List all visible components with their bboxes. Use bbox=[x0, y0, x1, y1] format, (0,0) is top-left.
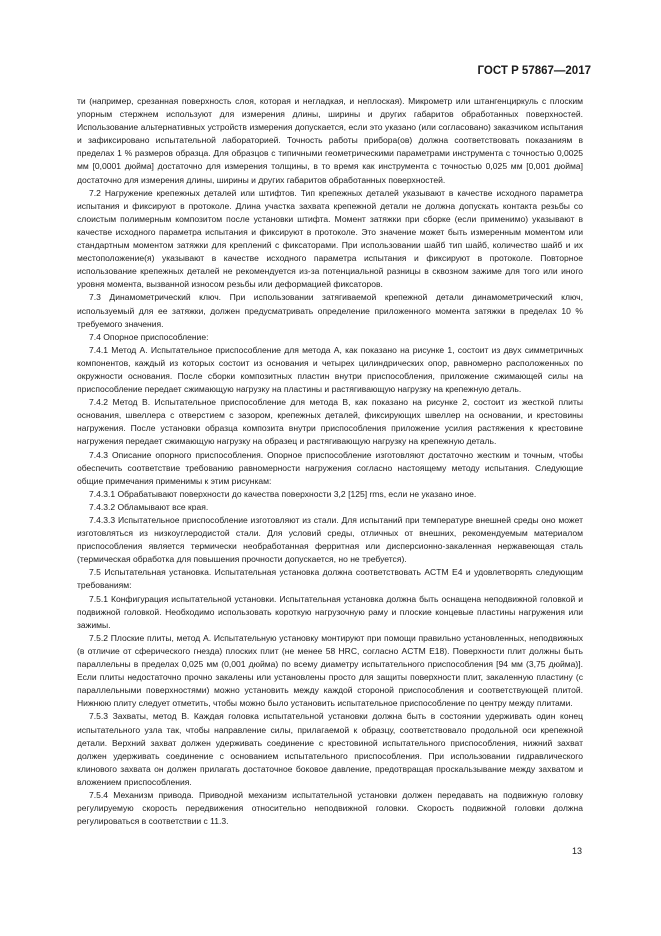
paragraph: 7.4 Опорное приспособление: bbox=[89, 331, 209, 342]
document-body bbox=[77, 95, 583, 828]
paragraph: 7.4.2 Метод В. Испытательное приспособление для метода В, как показано на рисунке 2, состоит из жесткой плиты основания, швеллера с отверстием с зазором, крепежных деталей, фиксирующих швеллер на основании, и крестовины нагружения. После установки образца композита внутри приспособления приложение усилия растяжения к крестовине нагружения передает сжимающую нагрузку на образец и растягивающую нагрузку на крепежную деталь. bbox=[77, 397, 583, 447]
paragraph: 7.4.1 Метод А. Испытательное приспособление для метода А, как показано на рисунке 1, состоит из двух симметричных компонентов, каждый из которых состоит из основания и четырех цилиндрических опор, равномерно расположенных по окружности основания. После сборки композитных пластин внутри приспособления, приложение сжимающей силы на приспособление передает сжимающую нагрузку на пластины и растягивающую нагрузку на крепежную деталь. bbox=[77, 344, 583, 395]
paragraph: ти (например, срезанная поверхность слоя, которая и негладкая, и неплоская). Микрометр или штангенциркуль с плоским упорным стержнем используют для измерения длины, ширины и других габаритов обработанных поверхностей. Использование альтернативных устройств измерения допускается, если это указано (или согласовано) заказчиком испытания и зафиксировано испытательной лабораторией. Точность работы прибора(ов) должна соответствовать показаниям в пределах 1 % размеров образца. Для образцов с типичными геометрическими параметрами инструмента с точностью 0,0025 мм [0,0001 дюйма] достаточно для измерения толщины, в то время как инструмента с точностью 0,025 мм [0,001 дюйма] достаточно для измерения длины, ширины и других габаритов обработанных поверхностей. bbox=[77, 96, 583, 185]
paragraph: 7.3 Динамометрический ключ. При использовании затягиваемой крепежной детали динамометрический ключ, используемый для ее затяжки, должен предусматривать определение приложенного момента затяжки в пределах 10 % требуемого значения. bbox=[77, 292, 583, 329]
paragraph: 7.4.3.1 Обрабатывают поверхности до качества поверхности 3,2 [125] rms, если не указано иное. bbox=[89, 488, 477, 499]
paragraph: 7.4.3.3 Испытательное приспособление изготовляют из стали. Для испытаний при температуре внешней среды оно может изготовляться из низкоуглеродистой стали. Для условий среды, отличных от внешних, рекомендуемым материалом приспособления является термически необработанная ферритная или дисперсионно-закаленная нержавеющая сталь (термическая обработка для повышения прочности допускается, но не требуется). bbox=[77, 515, 583, 565]
paragraph: 7.5 Испытательная установка. Испытательная установка должна соответствовать ACTM E4 и удовлетворять следующим требованиям: bbox=[77, 567, 583, 591]
paragraph: 7.5.1 Конфигурация испытательной установки. Испытательная установка должна быть оснащена неподвижной головкой и подвижной головкой. Необходимо использовать короткую нагрузочную раму и плоские концевые пластины нагружения или зажимы. bbox=[77, 593, 583, 630]
paragraph: 7.4.3 Описание опорного приспособления. Опорное приспособление изготовляют достаточно жестким и точным, чтобы обеспечить соответствие требованию равномерности нагружения согласно настоящему методу испытания. Следующие общие примечания применимы к этим рисункам: bbox=[77, 449, 583, 486]
paragraph: 7.5.3 Захваты, метод В. Каждая головка испытательной установки должна быть в состоянии удерживать один конец испытательного узла так, чтобы направление силы, прилагаемой к образцу, соответствовало продольной оси крепежной детали. Верхний захват должен удерживать соединение с крестовиной испытательного приспособления, нижний захват должен удерживать соединение с основанием испытательного приспособления. При использовании гидравлического клинового захвата он должен прилагать достаточное боковое давление, предотвращая проскальзывание между захватом и вложением приспособления. bbox=[77, 711, 583, 787]
page-number: 13 bbox=[571, 846, 582, 856]
paragraph: 7.4.3.2 Обламывают все края. bbox=[89, 501, 209, 512]
paragraph: 7.5.2 Плоские плиты, метод А. Испытательную установку монтируют при помощи правильно установленных, неподвижных (в отличие от сферического гнезда) плоских плит (не менее 58 HRC, согласно ACTM E18). Поверхности плит должны быть параллельны в пределах 0,025 мм (0,001 дюйма) по всему диаметру испытательного приспособления [94 мм (3,75 дюйма)]. Если плиты недостаточно прочно закалены или установлены просто для защиты поверхности плит, закаленную пластину (с параллельными поверхностями) можно установить между каждой стороной приспособления и соответствующей плитой. Нижнюю плиту следует отметить, чтобы можно было установить испытательное приспособление по центру между плитами. bbox=[77, 632, 583, 709]
paragraph: 7.5.4 Механизм привода. Приводной механизм испытательной установки должен передавать на подвижную головку регулируемую скорость передвижения относительно неподвижной головки. Скорость подвижной головки должна регулироваться в соответствии с 11.3. bbox=[77, 789, 583, 827]
paragraph: 7.2 Нагружение крепежных деталей или штифтов. Тип крепежных деталей указывают в качестве исходного параметра испытания и фиксируют в протоколе. Длина участка захвата крепежной детали не должна допускать контакта резьбы со слоистым полимерным композитом после установки штифта. Момент затяжки при сборке (если применимо) указывают в качестве исходного параметра испытания и фиксируют в протоколе. Это значение может быть измеренным моментом или стандартным моментом затяжки для креплений с фиксаторами. При использовании шайб тип шайб, количество шайб и их местоположение(я) указывают в качестве исходного параметра испытания и фиксируют в протоколе. Повторное использование крепежных деталей не рекомендуется из-за потенциальной разницы в сквозном зажиме для того или иного уровня момента, вызванной износом резьбы или деформацией фиксаторов. bbox=[77, 187, 583, 290]
document-code: ГОСТ Р 57867—2017 bbox=[477, 65, 591, 77]
